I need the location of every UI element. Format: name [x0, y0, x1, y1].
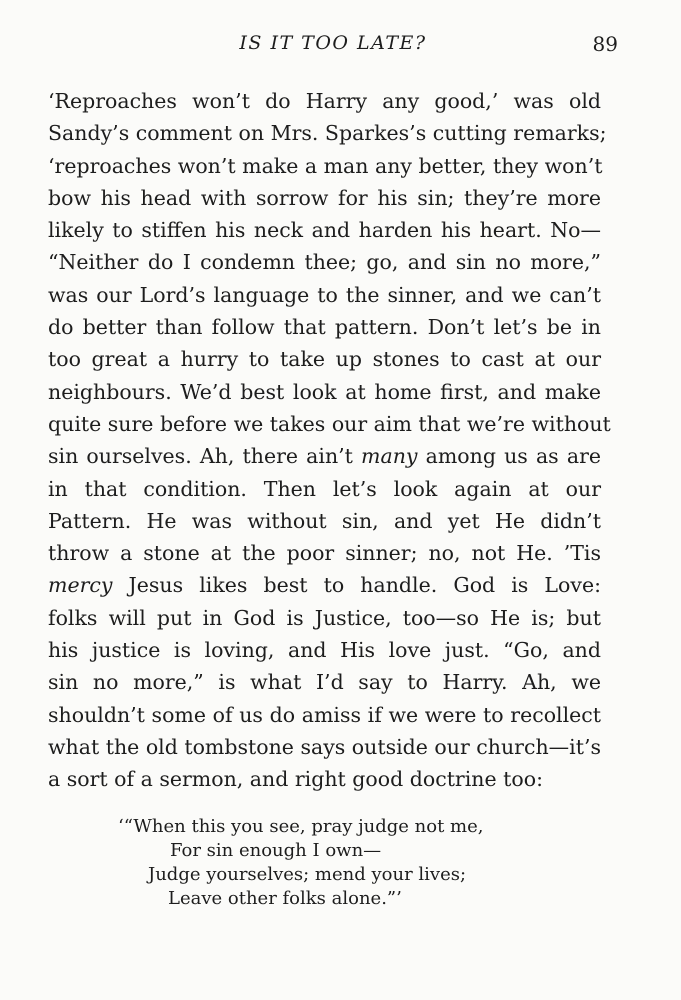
text-line: neighbours. We’d best look at home first, and make	[48, 379, 601, 404]
text-line: was our Lord’s language to the sinner, and we can’t	[48, 282, 601, 307]
epitaph-verse	[118, 815, 558, 911]
text-line: ‘reproaches won’t make a man any better, they won’t	[48, 153, 603, 178]
text-run: sin ourselves. Ah, there ain’t	[48, 444, 362, 469]
text-line: shouldn’t some of us do amiss if we were to recollect	[48, 702, 601, 727]
running-title: IS IT TOO LATE?	[239, 32, 427, 54]
verse-line: Leave other folks alone.”’	[168, 888, 402, 909]
text-line	[48, 569, 601, 601]
text-line: Pattern. He was without sin, and yet He didn’t	[48, 508, 601, 533]
page-number: 89	[592, 32, 618, 56]
text-line: sin no more,” is what I’d say to Harry. Ah, we	[48, 670, 601, 695]
text-line: ‘Reproaches won’t do Harry any good,’ was old	[48, 89, 601, 113]
text-line: a sort of a sermon, and right good doctrine too:	[48, 767, 543, 792]
text-line: folks will put in God is Justice, too—so He is; but	[48, 605, 601, 630]
text-line: what the old tombstone says outside our church—it’s	[48, 734, 601, 759]
text-line: quite sure before we takes our aim that we’re without	[48, 411, 611, 436]
text-line: bow his head with sorrow for his sin; they’re more	[48, 185, 601, 210]
text-line: likely to stiffen his neck and harden his heart. No—	[48, 218, 601, 243]
body-paragraph	[48, 85, 611, 796]
text-line: in that condition. Then let’s look again at our	[48, 476, 601, 501]
text-line: too great a hurry to take up stones to cast at our	[48, 347, 601, 372]
emphasis-text: mercy	[48, 573, 113, 598]
text-line: Sandy’s comment on Mrs. Sparkes’s cutting remarks;	[48, 121, 607, 146]
page-header	[48, 32, 618, 60]
emphasis-text: many	[361, 444, 418, 469]
verse-line: For sin enough I own—	[170, 840, 382, 861]
verse-line: ‘“When this you see, pray judge not me,	[118, 816, 484, 837]
verse-line: Judge yourselves; mend your lives;	[148, 864, 467, 885]
text-line: “Neither do I condemn thee; go, and sin no more,”	[48, 250, 601, 275]
text-line: do better than follow that pattern. Don’t let’s be in	[48, 315, 601, 340]
text-run: Jesus likes best to handle. God is Love:	[112, 573, 601, 598]
text-line: his justice is loving, and His love just. “Go, and	[48, 638, 601, 663]
text-run: among us as are	[417, 444, 601, 469]
text-line	[48, 440, 601, 472]
text-line: throw a stone at the poor sinner; no, not He. ’Tis	[48, 541, 601, 566]
